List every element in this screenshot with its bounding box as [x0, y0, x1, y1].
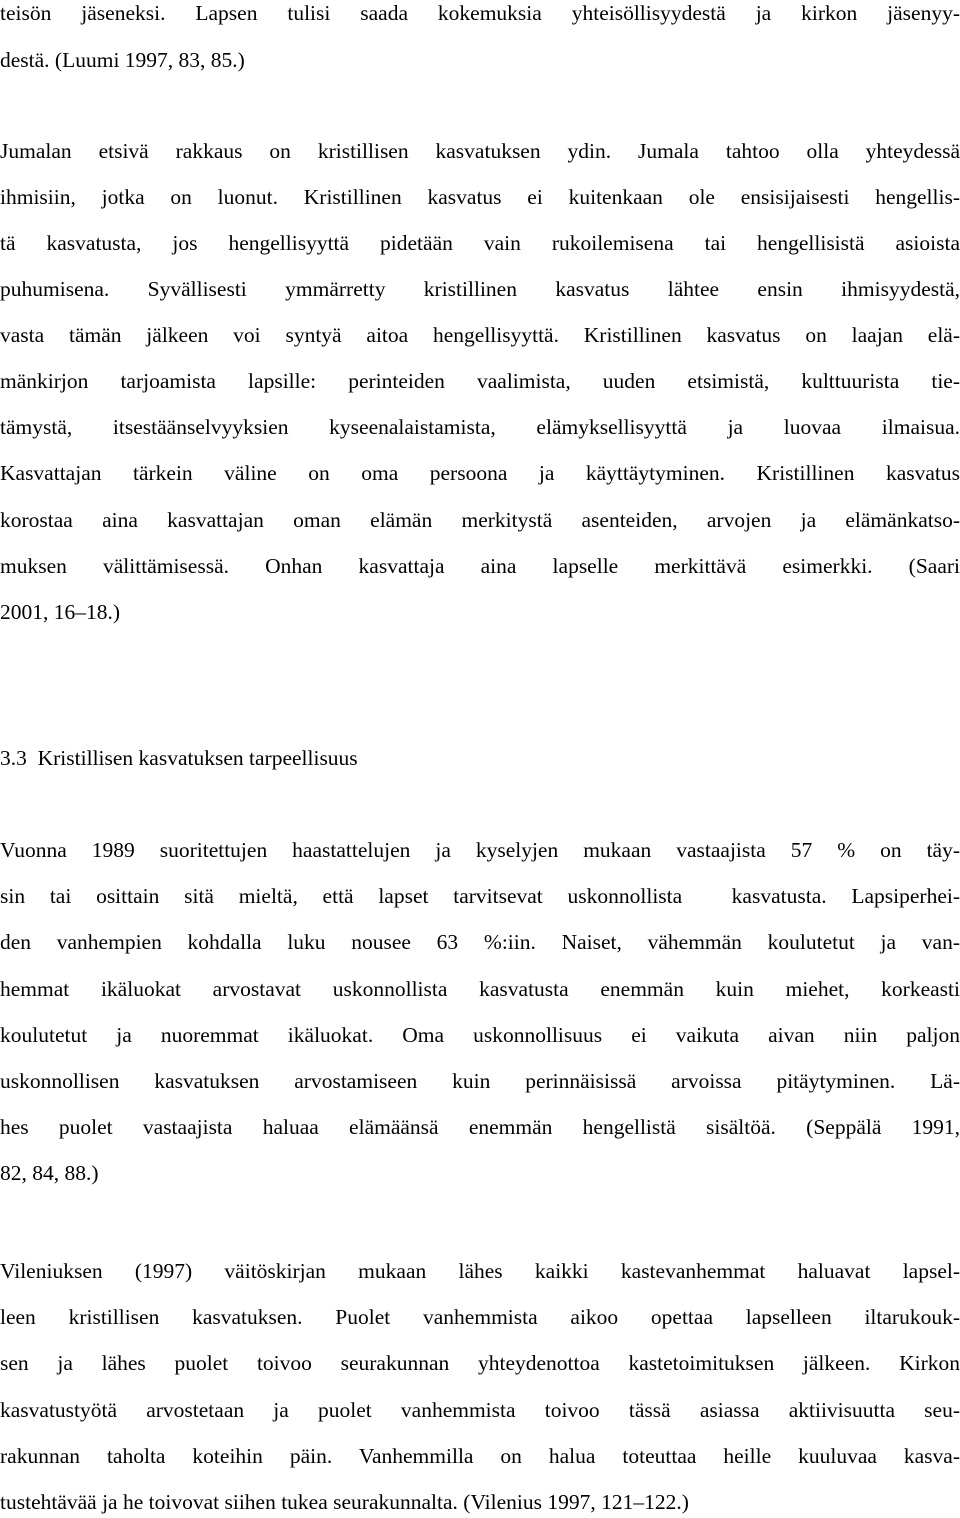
text-line: 2001, 16–18.) [0, 600, 121, 624]
text-line: rakunnan taholta koteihin päin. Vanhemmilla on halua toteuttaa heille kuuluvaa kasva- [0, 1444, 960, 1468]
text-line: tustehtävää ja he toivovat siihen tukea seurakunnalta. (Vilenius 1997, 121–122.) [0, 1490, 689, 1514]
text-line: leen kristillisen kasvatuksen. Puolet vanhemmista aikoo opettaa lapselleen iltarukouk- [0, 1305, 960, 1329]
text-line: muksen välittämisessä. Onhan kasvattaja aina lapselle merkittävä esimerkki. (Saari [0, 554, 960, 578]
text-line: ihmisiin, jotka on luonut. Kristillinen kasvatus ei kuitenkaan ole ensisijaisesti hengellis- [0, 185, 960, 209]
text-line: puhumisena. Syvällisesti ymmärretty kristillinen kasvatus lähtee ensin ihmisyydestä, [0, 277, 960, 301]
text-line: vasta tämän jälkeen voi syntyä aitoa hengellisyyttä. Kristillinen kasvatus on laajan elä- [0, 323, 960, 347]
text-line: teisön jäseneksi. Lapsen tulisi saada kokemuksia yhteisöllisyydestä ja kirkon jäsenyy- [0, 1, 960, 25]
text-line: sen ja lähes puolet toivoo seurakunnan yhteydenottoa kastetoimituksen jälkeen. Kirkon [0, 1351, 960, 1375]
text-line: tämystä, itsestäänselvyyksien kyseenalaistamista, elämyksellisyyttä ja luovaa ilmaisua. [0, 415, 960, 439]
text-line: uskonnollisen kasvatuksen arvostamiseen kuin perinnäisissä arvoissa pitäytyminen. Lä- [0, 1069, 960, 1093]
text-line: hemmat ikäluokat arvostavat uskonnollista kasvatusta enemmän kuin miehet, korkeasti [0, 977, 960, 1001]
text-line: kasvatustyötä arvostetaan ja puolet vanhemmista toivoo tässä asiassa aktiivisuutta seu- [0, 1398, 960, 1422]
text-line: sin tai osittain sitä mieltä, että lapset tarvitsevat uskonnollista kasvatusta. Lapsiperhei- [0, 884, 960, 908]
text-line: koulutetut ja nuoremmat ikäluokat. Oma uskonnollisuus ei vaikuta aivan niin paljon [0, 1023, 960, 1047]
text-line: hes puolet vastaajista haluaa elämäänsä enemmän hengellistä sisältöä. (Seppälä 1991, [0, 1115, 960, 1139]
text-line: Jumalan etsivä rakkaus on kristillisen kasvatuksen ydin. Jumala tahtoo olla yhteydessä [0, 139, 960, 163]
text-line: 82, 84, 88.) [0, 1161, 99, 1185]
text-line: mänkirjon tarjoamista lapsille: perinteiden vaalimista, uuden etsimistä, kulttuurista tie- [0, 369, 960, 393]
text-line: Kasvattajan tärkein väline on oma persoona ja käyttäytyminen. Kristillinen kasvatus [0, 461, 960, 485]
text-line: den vanhempien kohdalla luku nousee 63 %:iin. Naiset, vähemmän koulutetut ja van- [0, 930, 960, 954]
text-line: korostaa aina kasvattajan oman elämän merkitystä asenteiden, arvojen ja elämänkatso- [0, 508, 960, 532]
text-line: tä kasvatusta, jos hengellisyyttä pidetään vain rukoilemisena tai hengellisistä asioista [0, 231, 960, 255]
text-line: destä. (Luumi 1997, 83, 85.) [0, 48, 245, 72]
text-line: Vileniuksen (1997) väitöskirjan mukaan lähes kaikki kastevanhemmat haluavat lapsel- [0, 1259, 960, 1283]
section-heading: 3.3 Kristillisen kasvatuksen tarpeellisuus [0, 746, 358, 770]
text-line: Vuonna 1989 suoritettujen haastattelujen ja kyselyjen mukaan vastaajista 57 % on täy- [0, 838, 960, 862]
